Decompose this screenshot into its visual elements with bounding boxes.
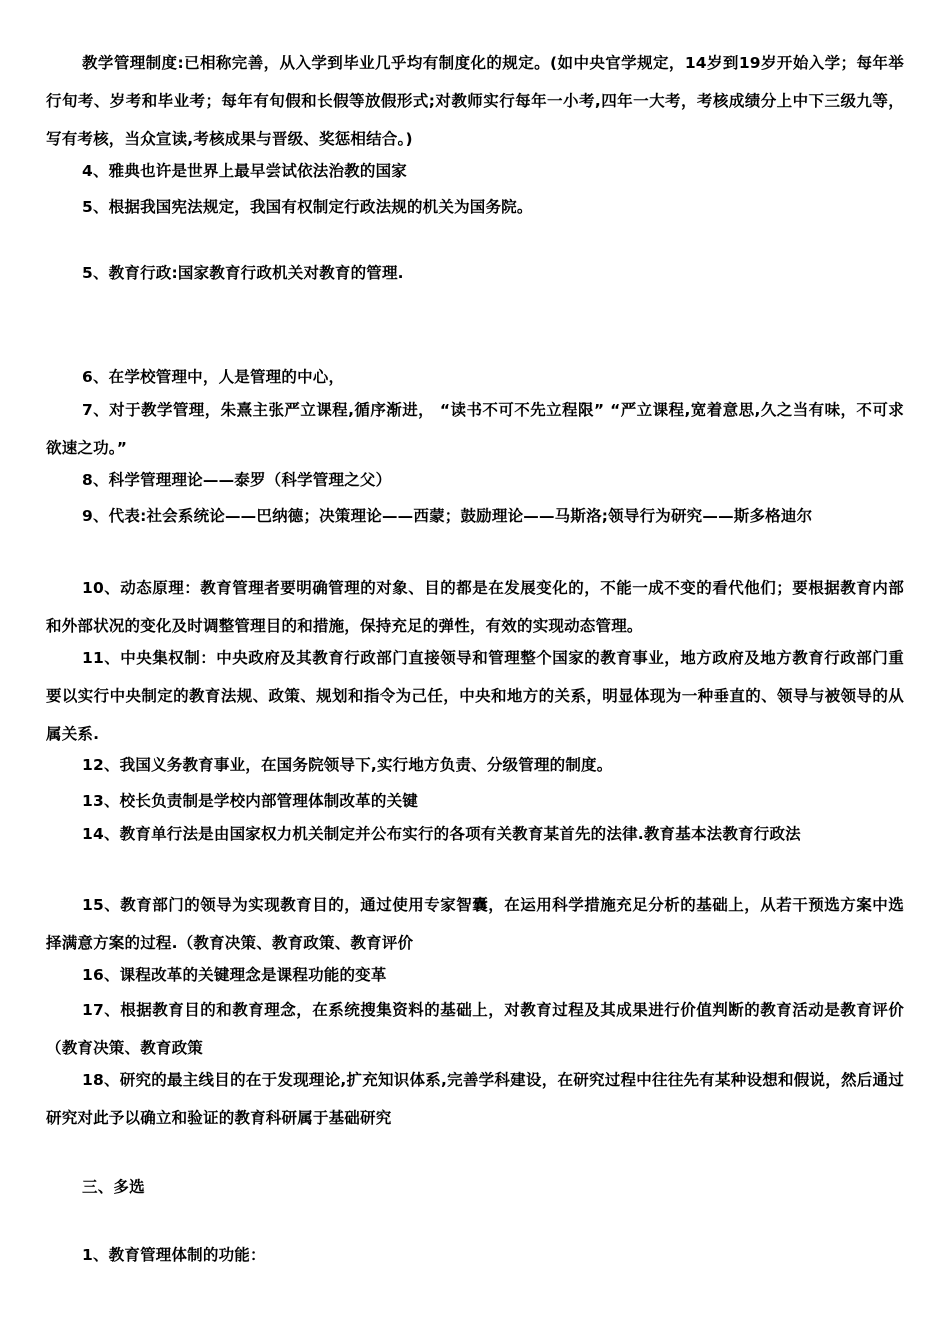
- paragraph-item-15: 15、教育部门的领导为实现教育目的，通过使用专家智囊，在运用科学措施充足分析的基础上，从若干预选方案中选择满意方案的过程.（教育决策、教育政策、教育评价: [46, 896, 904, 952]
- paragraph-item-12: 12、我国义务教育事业，在国务院领导下,实行地方负责、分级管理的制度。: [82, 756, 613, 774]
- paragraph-item-10: 10、动态原理：教育管理者要明确管理的对象、目的都是在发展变化的，不能一成不变的看代他们；要根据教育内部和外部状况的变化及时调整管理目的和措施，保持充足的弹性，有效的实现动态管理。: [46, 579, 904, 635]
- paragraph-item-9: 9、代表:社会系统论——巴纳德；决策理论——西蒙；鼓励理论——马斯洛;领导行为研究——斯多格迪尔: [82, 507, 813, 525]
- paragraph-item-5-constitution: 5、根据我国宪法规定，我国有权制定行政法规的机关为国务院。: [82, 198, 533, 216]
- paragraph-item-8: 8、科学管理理论——泰罗（科学管理之父）: [82, 471, 392, 489]
- paragraph-item-11: 11、中央集权制：中央政府及其教育行政部门直接领导和管理整个国家的教育事业，地方政府及地方教育行政部门重要以实行中央制定的教育法规、政策、规划和指令为己任，中央和地方的关系，明显体现为一种垂直的、领导与被领导的从属关系.: [46, 649, 904, 743]
- paragraph-item-7: 7、对于教学管理，朱熹主张严立课程,循序渐进， “读书不可不先立程限” “严立课程,宽着意思,久之当有味，不可求欲速之功。”: [46, 401, 904, 457]
- paragraph-item-17: 17、根据教育目的和教育理念，在系统搜集资料的基础上，对教育过程及其成果进行价值判断的教育活动是教育评价（教育决策、教育政策: [46, 1001, 904, 1057]
- paragraph-item-6: 6、在学校管理中，人是管理的中心，: [82, 368, 345, 386]
- section-heading-multiple-choice: 三、多选: [82, 1178, 145, 1196]
- paragraph-teaching-management-system: 教学管理制度:已相称完善，从入学到毕业几乎均有制度化的规定。(如中央官学规定，14岁到19岁开始入学；每年举行旬考、岁考和毕业考；每年有旬假和长假等放假形式;对教师实行每年一小考,四年一大考，考核成绩分上中下三级九等，写有考核，当众宣读,考核成果与晋级、奖惩相结合。): [46, 54, 904, 148]
- paragraph-item-14: 14、教育单行法是由国家权力机关制定并公布实行的各项有关教育某首先的法律.教育基本法教育行政法: [82, 825, 801, 843]
- paragraph-item-4-athens: 4、雅典也许是世界上最早尝试依法治教的国家: [82, 162, 407, 180]
- paragraph-item-5-administration: 5、教育行政:国家教育行政机关对教育的管理.: [82, 264, 404, 282]
- paragraph-item-13: 13、校长负责制是学校内部管理体制改革的关键: [82, 792, 418, 810]
- paragraph-item-18: 18、研究的最主线目的在于发现理论,扩充知识体系,完善学科建设，在研究过程中往往先有某种设想和假说，然后通过研究对此予以确立和验证的教育科研属于基础研究: [46, 1071, 904, 1127]
- paragraph-multi-item-1: 1、教育管理体制的功能：: [82, 1246, 266, 1264]
- paragraph-item-16: 16、课程改革的关键理念是课程功能的变革: [82, 966, 387, 984]
